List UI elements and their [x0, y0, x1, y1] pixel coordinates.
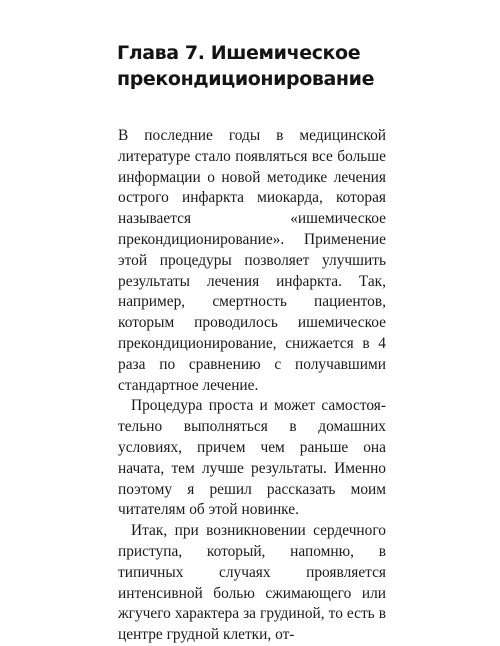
chapter-title — [117, 40, 447, 92]
paragraph-3: Итак, при возникновении сердечного приступа, который, напомню, в типичных случаях проявляется интенсивной болью сжимающего или жгучего характера за грудиной, то есть в центре грудной клетки, от- — [118, 522, 386, 644]
chapter-title-line-1: Глава 7. Ишемическое — [117, 42, 361, 64]
paragraph-1: В последние годы в медицинской литературе стало появляться все больше информации о новой методике лечения острого инфаркта миокарда, которая называется «ишемическое прекондиционирование». Применение этой процедуры позволяет улучшить результаты лечения инфаркта. Так, например, смертность пациентов, которым проводилось ишемическое прекондиционирование, снижается в 4 раза по сравнению с получавшими стандартное лечение. — [118, 127, 386, 394]
chapter-body — [118, 126, 386, 646]
chapter-title-line-2: прекондиционирование — [117, 68, 375, 90]
paragraph-2: Процедура проста и может самостоятельно выполняться в домашних условиях, причем чем раньше она начата, тем лучше результаты. Именно поэтому я решил рассказать моим читателям об этой новинке. — [118, 397, 386, 519]
